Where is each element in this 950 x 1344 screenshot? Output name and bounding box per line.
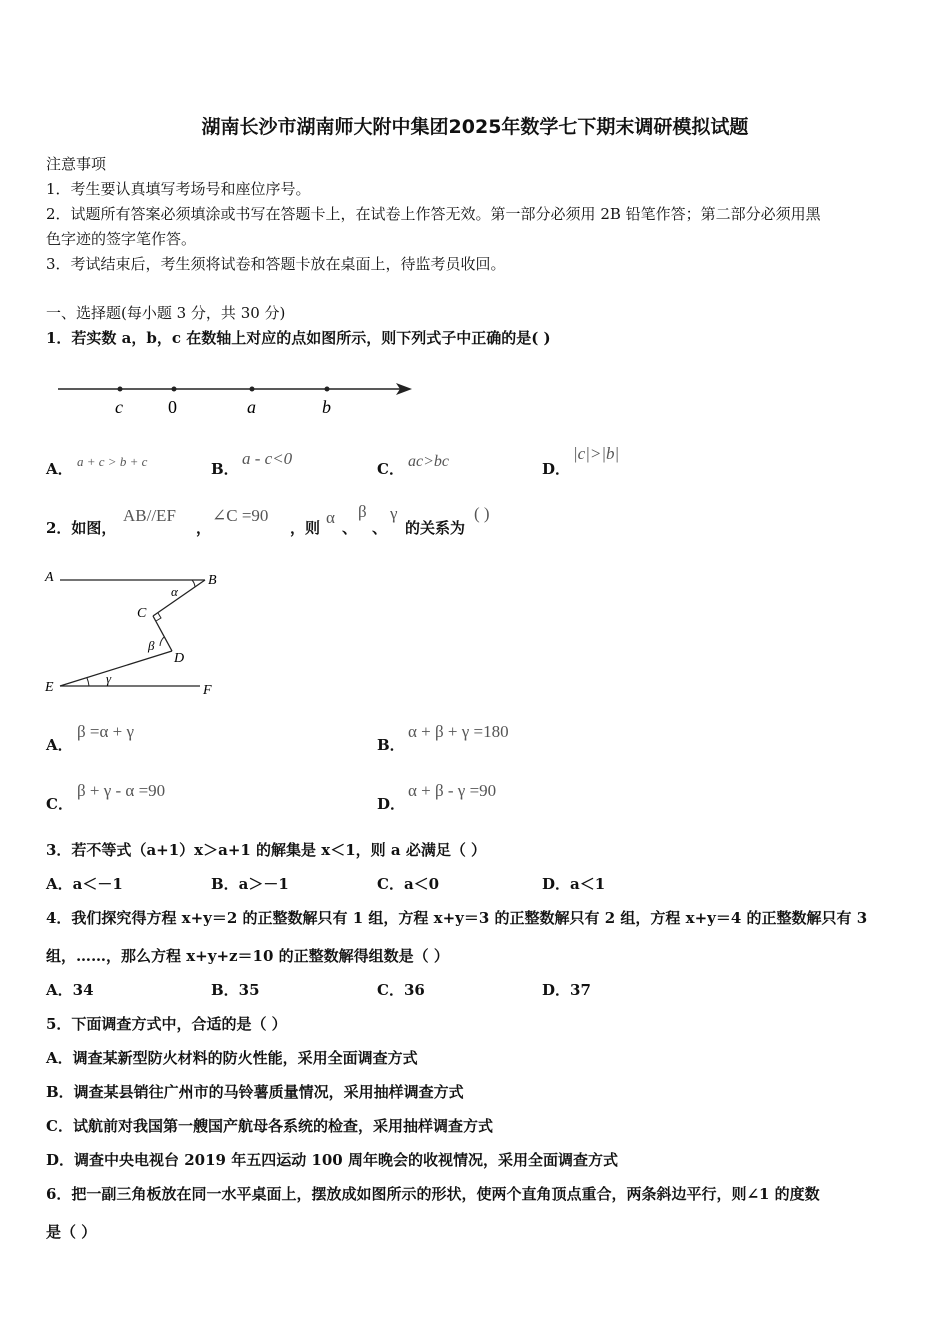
q2-option-b-expr: α + β + γ =180: [408, 722, 509, 741]
q2-stem-math3: α: [326, 508, 335, 527]
q2-option-c-expr: β + γ - α =90: [77, 781, 166, 800]
line-cd: [153, 616, 172, 651]
label-0: 0: [168, 397, 177, 417]
q2-option-a: A．: [46, 736, 73, 754]
q3-option-a: A．a＜－1: [46, 875, 123, 893]
q2-figure: [40, 565, 230, 700]
q4-option-b: B．35: [211, 981, 260, 999]
fig-label-beta: β: [148, 638, 155, 653]
q2-stem-math4: β: [358, 502, 367, 521]
angle-alpha-arc: [192, 580, 195, 587]
q2-option-d: D．: [377, 795, 406, 813]
q2-stem-part2: ，: [196, 519, 212, 537]
fig-label-e: E: [45, 680, 54, 695]
q6-stem-line1: 6．把一副三角板放在同一水平桌面上，摆放成如图所示的形状，使两个直角顶点重合，两条斜边平行，则∠1 的度数: [46, 1185, 820, 1203]
label-c: c: [115, 397, 123, 417]
notes-heading: 注意事项: [46, 155, 107, 173]
fig-label-d: D: [174, 651, 185, 666]
q2-stem-math5: γ: [390, 504, 398, 523]
q1-number-line: [50, 375, 430, 420]
q3-stem: 3．若不等式（a+1）x＞a+1 的解集是 x＜1，则 a 必满足（ ）: [46, 841, 487, 859]
q3-option-c: C．a＜0: [377, 875, 440, 893]
q2-option-c: C．: [46, 795, 73, 813]
q4-option-d: D．37: [542, 981, 591, 999]
q3-option-d: D．a＜1: [542, 875, 606, 893]
q4-option-c: C．36: [377, 981, 425, 999]
q5-stem: 5．下面调查方式中，合适的是（ ）: [46, 1015, 287, 1033]
q5-option-d: D．调查中央电视台 2019 年五四运动 100 周年晚会的收视情况，采用全面调查方式: [46, 1151, 618, 1169]
q1-option-d-expr: |c|>|b|: [573, 444, 620, 463]
note-3: 3．考试结束后，考生须将试卷和答题卡放在桌面上，待监考员收回。: [46, 255, 506, 273]
line-bc: [153, 580, 205, 616]
q4-option-a: A．34: [46, 981, 94, 999]
point-a: [250, 387, 255, 392]
q2-stem-paren: ( ): [474, 504, 490, 523]
note-1: 1．考生要认真填写考场号和座位序号。: [46, 180, 311, 198]
q1-stem: 1．若实数 a，b，c 在数轴上对应的点如图所示，则下列式子中正确的是( ): [46, 329, 551, 347]
q2-option-a-expr: β =α + γ: [77, 722, 134, 741]
q1-option-d: D．: [542, 460, 571, 478]
fig-label-c: C: [137, 606, 147, 621]
fig-label-gamma: γ: [106, 671, 112, 686]
page-title: 湖南长沙市湖南师大附中集团2025年数学七下期末调研模拟试题: [201, 116, 749, 138]
q4-stem-line1: 4．我们探究得方程 x+y＝2 的正整数解只有 1 组，方程 x+y＝3 的正整数解只有 2 组，方程 x+y＝4 的正整数解只有 3: [46, 909, 868, 927]
label-a: a: [247, 397, 256, 417]
q2-stem-part1: 2．如图，: [46, 519, 117, 537]
note-2-line1: 2．试题所有答案必须填涂或书写在答题卡上，在试卷上作答无效。第一部分必须用 2B 铅笔作答；第二部分必须用黑: [46, 205, 821, 223]
fig-label-alpha: α: [171, 584, 178, 599]
point-c: [118, 387, 123, 392]
q6-stem-line2: 是（ ）: [46, 1223, 97, 1241]
q1-option-b-expr: a - c<0: [242, 449, 293, 468]
angle-beta-arc: [160, 637, 164, 646]
q5-option-c: C．试航前对我国第一艘国产航母各系统的检查，采用抽样调查方式: [46, 1117, 493, 1135]
q1-option-c: C．: [377, 460, 404, 478]
line-de: [60, 651, 172, 686]
fig-label-f: F: [203, 683, 212, 698]
q2-stem-part5: 、: [372, 519, 388, 537]
section-heading: 一、选择题(每小题 3 分，共 30 分): [46, 304, 286, 322]
fig-label-a: A: [45, 570, 54, 585]
q4-stem-line2: 组，……，那么方程 x+y+z＝10 的正整数解得组数是（ ）: [46, 947, 449, 965]
angle-gamma-arc: [87, 678, 89, 686]
q3-option-b: B．a＞－1: [211, 875, 289, 893]
q1-option-c-expr: ac>bc: [408, 453, 449, 470]
q1-option-b: B．: [211, 460, 239, 478]
q2-stem-math1: AB//EF: [123, 506, 176, 525]
note-2-line2: 色字迹的签字笔作答。: [46, 230, 197, 248]
q2-stem-math2: ∠C =90: [212, 506, 269, 525]
fig-label-b: B: [208, 573, 217, 588]
q1-option-a: A．: [46, 460, 73, 478]
point-b: [325, 387, 330, 392]
q2-stem-part3: ，则: [290, 519, 321, 537]
q2-option-b: B．: [377, 736, 405, 754]
q2-stem-part4: 、: [342, 519, 358, 537]
right-angle-mark: [156, 613, 161, 621]
q1-option-a-expr: a + c > b + c: [77, 454, 148, 469]
point-0: [172, 387, 177, 392]
q5-option-a: A．调查某新型防火材料的防火性能，采用全面调查方式: [46, 1049, 418, 1067]
q5-option-b: B．调查某县销往广州市的马铃薯质量情况，采用抽样调查方式: [46, 1083, 464, 1101]
label-b: b: [322, 397, 331, 417]
q2-stem-part6: 的关系为: [405, 519, 466, 537]
q2-option-d-expr: α + β - γ =90: [408, 781, 497, 800]
